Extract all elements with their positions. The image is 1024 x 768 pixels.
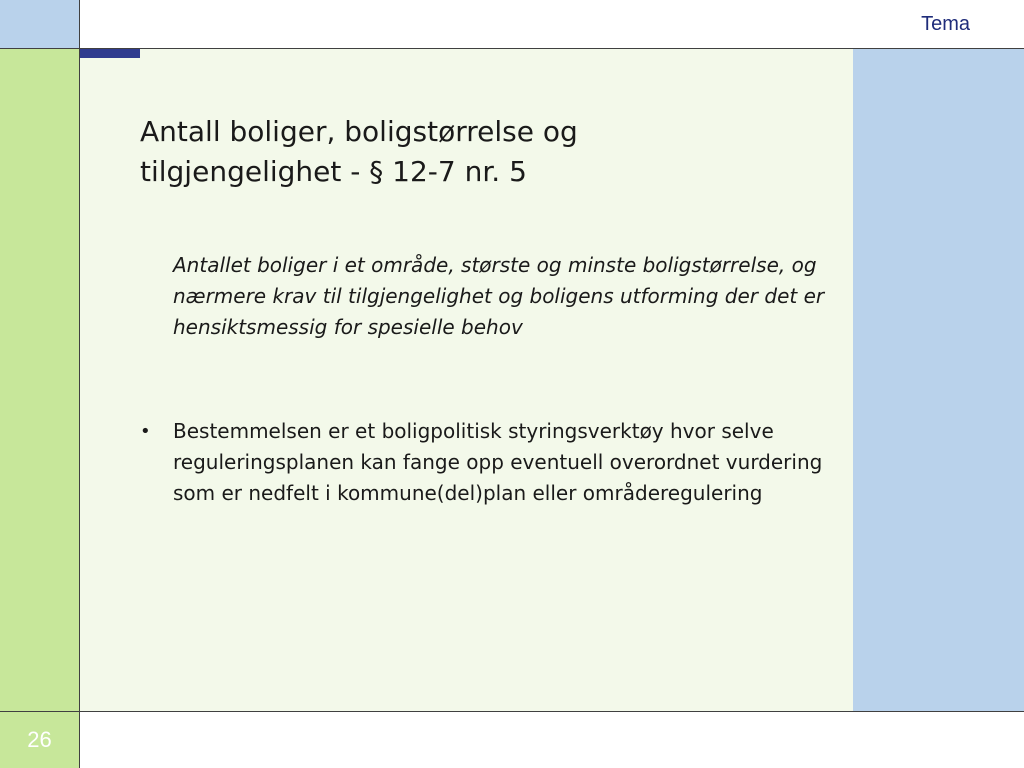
right-sidebar (853, 49, 1024, 711)
footer-divider (0, 711, 1024, 712)
header-divider (0, 48, 1024, 49)
accent-bar (80, 49, 140, 58)
left-top-block (0, 0, 79, 48)
list-item (140, 416, 840, 509)
page-number: 26 (27, 727, 52, 752)
bullet-text: Bestemmelsen er et boligpolitisk styringsverktøy hvor selve reguleringsplanen kan fange opp eventuell overordnet vurdering som er nedfelt i kommune(del)plan eller områderegulering (173, 419, 823, 505)
bullet-marker: • (140, 421, 151, 442)
bullet-list (140, 416, 840, 509)
section-label: Tema (921, 13, 970, 35)
slide-title: Antall boliger, boligstørrelse og tilgjengelighet - § 12-7 nr. 5 (140, 115, 578, 188)
vertical-divider (79, 0, 80, 768)
intro-text: Antallet boliger i et område, største og minste boligstørrelse, og nærmere krav til tilgjengelighet og boligens utforming der det er hensiktsmessig for spesielle behov (173, 253, 825, 339)
left-sidebar (0, 49, 79, 711)
